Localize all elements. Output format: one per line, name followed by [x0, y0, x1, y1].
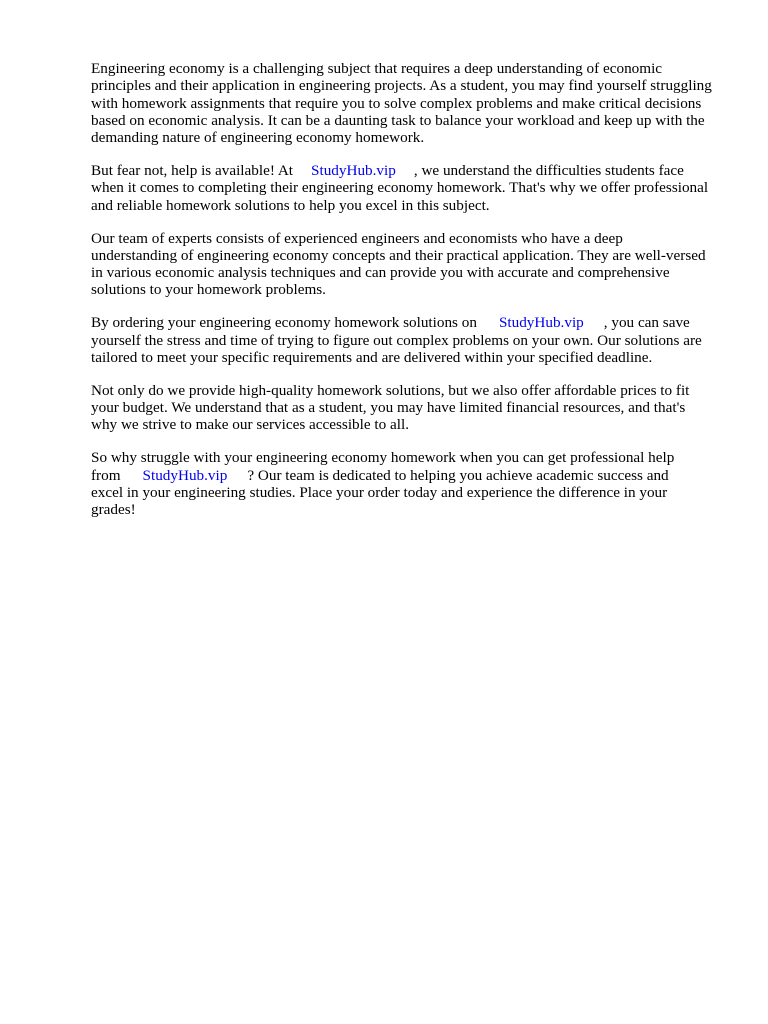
paragraph-ordering	[91, 314, 731, 366]
paragraph-team	[91, 230, 731, 299]
paragraph-intro-text: Engineering economy is a challenging subject that requires a deep understanding of economic principles and their application in engineering projects. As a student, you may find yourself struggling with homework assignments that require you to solve complex problems and make critical decisions based on economic analysis. It can be a daunting task to balance your workload and keep up with the demanding nature of engineering economy homework.	[91, 60, 712, 147]
paragraph-help-available	[91, 162, 731, 214]
studyhub-link[interactable]: StudyHub.vip	[142, 466, 228, 484]
paragraph-closing-before-link: So why struggle with your engineering economy homework when you can get professional help from	[91, 449, 675, 484]
paragraph-intro	[91, 60, 731, 146]
paragraph-ordering-after-link: , you can save yourself the stress and time of trying to figure out complex problems on your own. Our solutions are tailored to meet your specific requirements and are delivered within your specified deadline.	[91, 314, 702, 366]
paragraph-closing	[91, 449, 731, 518]
paragraph-help-after-link: , we understand the difficulties students face when it comes to completing their engineering economy homework. That's why we offer professional and reliable homework solutions to help you excel in this subject.	[91, 162, 709, 214]
studyhub-link[interactable]: StudyHub.vip	[498, 314, 584, 332]
paragraph-pricing-text: Not only do we provide high-quality homework solutions, but we also offer affordable prices to fit your budget. We understand that as a student, you may have limited financial resources, and that's why we strive to make our services accessible to all.	[91, 381, 690, 434]
paragraph-closing-after-link: ? Our team is dedicated to helping you achieve academic success and excel in your engineering studies. Place your order today and experience the difference in your grades!	[91, 466, 669, 519]
paragraph-team-text: Our team of experts consists of experienced engineers and economists who have a deep understanding of engineering economy concepts and their practical application. They are well-versed in various economic analysis techniques and can provide you with accurate and comprehensive solutions to your homework problems.	[91, 229, 706, 299]
studyhub-link[interactable]: StudyHub.vip	[311, 162, 396, 180]
document-page	[91, 60, 731, 534]
paragraph-pricing	[91, 382, 731, 434]
paragraph-ordering-before-link: By ordering your engineering economy homework solutions on	[91, 314, 477, 332]
paragraph-help-before-link: But fear not, help is available! At	[91, 162, 294, 180]
